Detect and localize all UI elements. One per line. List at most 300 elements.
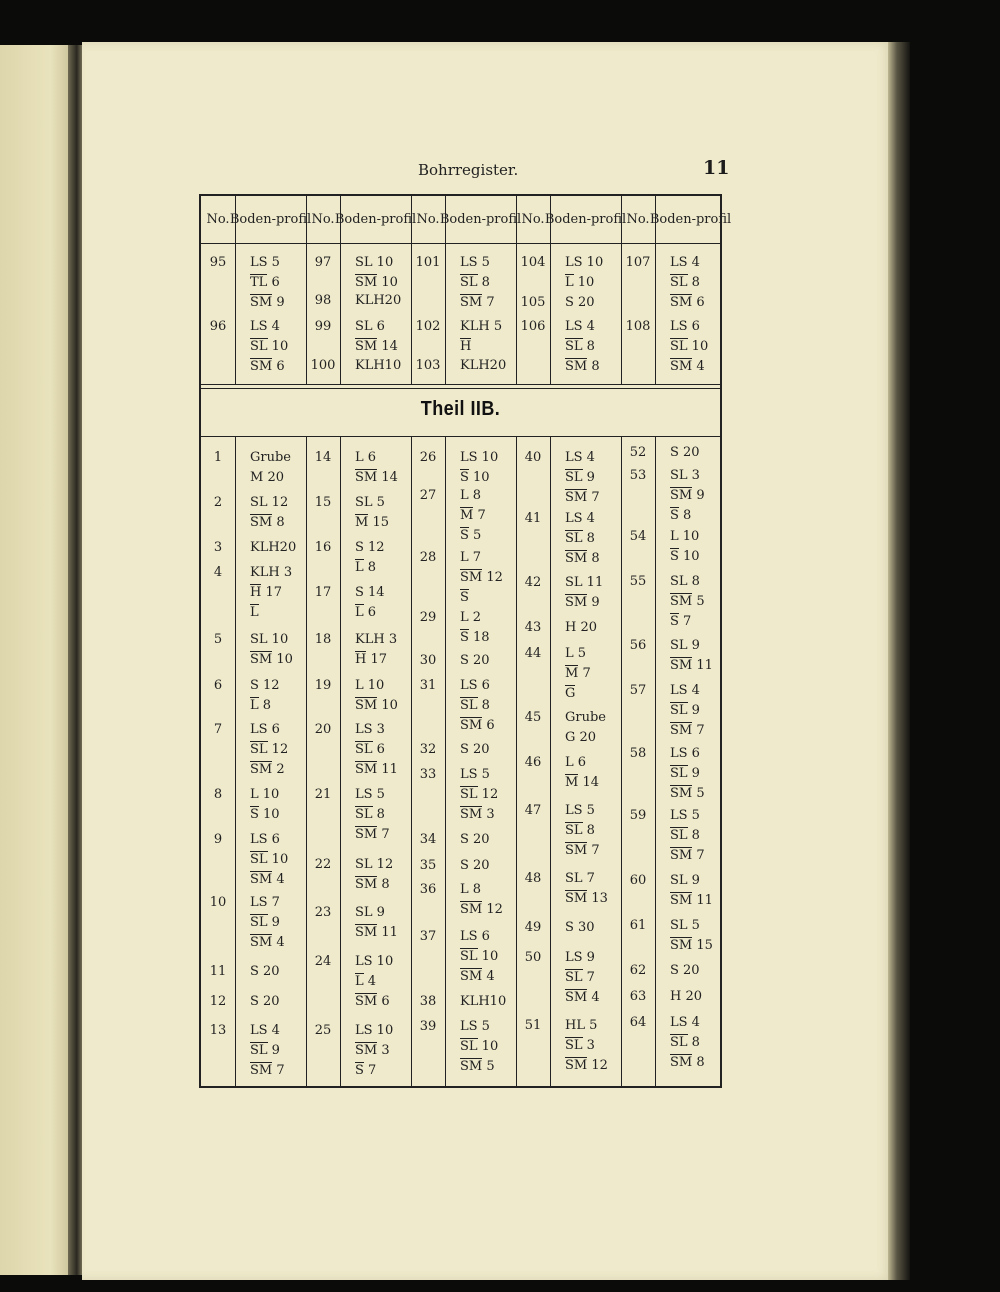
soil-layer: SL 8 [565, 339, 595, 354]
soil-profile [460, 765, 498, 825]
soil-layer: LS 5 [565, 803, 595, 818]
soil-layer: SM 8 [355, 877, 390, 892]
borehole-number: 25 [314, 1023, 332, 1038]
left-page-edge [0, 45, 72, 1275]
soil-layer: S 8 [670, 508, 692, 523]
page-number: 11 [703, 157, 730, 179]
soil-profile [565, 509, 600, 569]
soil-layer: SL 3 [565, 1038, 595, 1053]
column-divider [550, 196, 551, 384]
soil-layer: LS 5 [670, 808, 700, 823]
soil-layer: SL 12 [250, 495, 289, 510]
soil-layer: L 8 [250, 698, 272, 713]
soil-profile [670, 572, 705, 632]
soil-profile [670, 1013, 705, 1073]
soil-layer: LS 4 [670, 683, 700, 698]
soil-layer: LS 6 [460, 678, 490, 693]
borehole-number: 40 [524, 450, 542, 465]
soil-layer: SL 5 [355, 495, 385, 510]
soil-profile [565, 801, 600, 861]
soil-profile [355, 952, 393, 1012]
soil-profile [355, 1021, 393, 1081]
column-divider [655, 196, 656, 384]
header-bodenprofil: Boden- profil [439, 212, 522, 227]
soil-layer: L 7 [460, 550, 482, 565]
soil-profile [355, 317, 398, 357]
borehole-number: 30 [419, 653, 437, 668]
soil-profile [355, 538, 385, 578]
soil-layer: TL 6 [250, 275, 280, 290]
soil-layer: SM 3 [355, 1043, 390, 1058]
soil-profile [565, 573, 603, 613]
soil-layer: SL 6 [355, 742, 385, 757]
soil-profile [460, 356, 506, 376]
soil-layer: Grube [250, 450, 291, 465]
soil-layer: SM 14 [355, 470, 398, 485]
soil-profile [250, 317, 288, 377]
soil-layer: SL 8 [355, 807, 385, 822]
borehole-number: 99 [314, 319, 332, 334]
borehole-number: 31 [419, 678, 437, 693]
soil-layer: SM 5 [670, 786, 705, 801]
borehole-number: 58 [629, 746, 647, 761]
soil-profile [250, 830, 288, 890]
soil-layer: SL 5 [670, 918, 700, 933]
borehole-number: 60 [629, 873, 647, 888]
soil-profile [250, 448, 291, 488]
soil-layer: KLH20 [250, 540, 297, 555]
borehole-number: 63 [629, 989, 647, 1004]
borehole-number: 47 [524, 803, 542, 818]
soil-layer: LS 4 [670, 255, 700, 270]
borehole-number: 53 [629, 468, 647, 483]
soil-layer: SM 6 [250, 359, 285, 374]
borehole-number: 19 [314, 678, 332, 693]
borehole-number: 20 [314, 722, 332, 737]
soil-layer: SM 7 [670, 723, 705, 738]
soil-layer: SL 12 [355, 857, 394, 872]
soil-profile [565, 708, 606, 748]
soil-profile [565, 644, 591, 704]
borehole-number: 5 [213, 632, 223, 647]
soil-profile [355, 291, 401, 311]
soil-layer: Grube [565, 710, 606, 725]
soil-profile [460, 992, 506, 1012]
borehole-number: 8 [213, 787, 223, 802]
soil-layer: SM 5 [460, 1059, 495, 1074]
soil-profile [565, 317, 600, 377]
soil-layer: LS 5 [460, 255, 490, 270]
soil-layer: KLH 5 [460, 319, 503, 334]
borehole-number: 41 [524, 511, 542, 526]
soil-layer: S 20 [460, 858, 490, 873]
soil-layer: SM 11 [670, 658, 713, 673]
column-divider [411, 196, 412, 384]
soil-layer: KLH20 [460, 358, 507, 373]
section-title: Theil IIB. [420, 398, 501, 420]
soil-layer: SM 10 [355, 275, 398, 290]
soil-profile [250, 893, 285, 953]
soil-layer: LS 6 [250, 832, 280, 847]
running-title: Bohrregister. [418, 161, 519, 179]
soil-profile [565, 1016, 608, 1076]
borehole-number: 59 [629, 808, 647, 823]
soil-layer: H 17 [250, 585, 283, 600]
header-no: No. [311, 212, 335, 227]
soil-layer: SL 10 [670, 339, 709, 354]
soil-layer: SL 9 [670, 703, 700, 718]
column-divider [340, 436, 341, 1086]
soil-profile [565, 948, 600, 1008]
borehole-number: 14 [314, 450, 332, 465]
soil-layer: SL 11 [565, 575, 604, 590]
soil-layer: SM 2 [250, 762, 285, 777]
soil-layer: S 12 [250, 678, 280, 693]
soil-layer: G 20 [565, 730, 597, 745]
column-divider [621, 196, 622, 384]
soil-layer: LS 5 [460, 767, 490, 782]
soil-layer: M 7 [565, 666, 591, 681]
soil-layer: SL 7 [565, 871, 595, 886]
soil-profile [670, 443, 700, 463]
soil-layer: SL 12 [250, 742, 289, 757]
borehole-number: 24 [314, 954, 332, 969]
soil-layer: S 20 [460, 653, 490, 668]
soil-profile [565, 753, 599, 793]
column-divider [235, 196, 236, 384]
soil-layer: M 20 [250, 470, 284, 485]
soil-profile [250, 1021, 285, 1081]
soil-layer: SM 4 [460, 969, 495, 984]
soil-layer: M 14 [565, 775, 599, 790]
soil-profile [460, 927, 498, 987]
soil-layer: H 20 [565, 620, 598, 635]
header-bodenprofil: Boden- profil [649, 212, 732, 227]
soil-layer: SM 12 [460, 902, 503, 917]
column-divider [621, 436, 622, 1086]
divider-top-section [201, 384, 720, 385]
soil-layer: L 10 [355, 678, 385, 693]
soil-layer: L 5 [565, 646, 587, 661]
borehole-number: 103 [415, 358, 441, 373]
soil-profile [565, 293, 595, 313]
borehole-number: 11 [209, 964, 227, 979]
divider-section-title [201, 436, 720, 437]
borehole-number: 23 [314, 905, 332, 920]
soil-profile [460, 548, 503, 608]
soil-layer: S 20 [565, 295, 595, 310]
soil-layer: LS 10 [355, 954, 394, 969]
soil-profile [250, 630, 293, 670]
soil-profile [670, 744, 705, 804]
borehole-number: 50 [524, 950, 542, 965]
soil-profile [355, 253, 398, 293]
soil-layer: L 8 [460, 488, 482, 503]
soil-layer: SM 8 [250, 515, 285, 530]
soil-layer: SM 8 [565, 551, 600, 566]
header-bodenprofil: Boden- profil [229, 212, 312, 227]
borehole-number: 3 [213, 540, 223, 555]
soil-profile [250, 962, 280, 982]
borehole-number: 64 [629, 1015, 647, 1030]
page-header [0, 157, 1000, 187]
column-divider [411, 436, 412, 1086]
soil-layer: KLH 3 [250, 565, 293, 580]
soil-layer: SM 7 [355, 827, 390, 842]
soil-layer: L 2 [460, 610, 482, 625]
soil-layer: LS 9 [565, 950, 595, 965]
soil-layer: SM 13 [565, 891, 608, 906]
soil-profile [565, 253, 603, 293]
header-bodenprofil: Boden- profil [334, 212, 417, 227]
soil-profile [250, 538, 296, 558]
soil-layer: S 18 [460, 630, 490, 645]
soil-profile [460, 608, 490, 648]
borehole-number: 48 [524, 871, 542, 886]
soil-layer: SM 9 [670, 488, 705, 503]
soil-layer: SL 8 [670, 574, 700, 589]
soil-layer: SL 10 [250, 852, 289, 867]
column-divider [306, 196, 307, 384]
soil-layer: SM 12 [565, 1058, 608, 1073]
borehole-number: 102 [415, 319, 441, 334]
soil-layer: LS 7 [250, 895, 280, 910]
soil-layer: SL 10 [355, 255, 394, 270]
soil-layer: LS 10 [355, 1023, 394, 1038]
borehole-number: 1 [213, 450, 223, 465]
soil-layer: SM 12 [460, 570, 503, 585]
soil-layer: SL 12 [460, 787, 499, 802]
soil-profile [670, 466, 705, 526]
soil-layer: L 10 [565, 275, 595, 290]
soil-profile [250, 992, 280, 1012]
borehole-number: 43 [524, 620, 542, 635]
soil-layer: SL 9 [355, 905, 385, 920]
soil-layer: LS 6 [670, 319, 700, 334]
soil-profile [355, 676, 398, 716]
soil-profile [355, 630, 397, 670]
borehole-number: 28 [419, 550, 437, 565]
soil-layer: LS 5 [355, 787, 385, 802]
borehole-number: 62 [629, 963, 647, 978]
soil-layer: L 8 [460, 882, 482, 897]
soil-layer: SM 14 [355, 339, 398, 354]
borehole-number: 97 [314, 255, 332, 270]
borehole-number: 96 [209, 319, 227, 334]
soil-profile [460, 317, 502, 357]
borehole-number: 95 [209, 255, 227, 270]
soil-layer: SL 10 [460, 1039, 499, 1054]
soil-layer: SL 7 [565, 970, 595, 985]
soil-layer: S 20 [670, 445, 700, 460]
soil-layer: G [565, 686, 576, 701]
column-divider [235, 436, 236, 1086]
soil-profile [355, 493, 389, 533]
borehole-number: 22 [314, 857, 332, 872]
soil-layer: LS 4 [565, 450, 595, 465]
soil-layer: S 30 [565, 920, 595, 935]
soil-layer: L 10 [670, 529, 700, 544]
soil-layer: SM 11 [670, 893, 713, 908]
soil-layer: HL 5 [565, 1018, 598, 1033]
soil-profile [355, 583, 385, 623]
soil-layer: L 6 [565, 755, 587, 770]
soil-layer: SL 10 [250, 339, 289, 354]
soil-layer: S 14 [355, 585, 385, 600]
soil-layer: LS 3 [355, 722, 385, 737]
soil-layer: SL 9 [670, 766, 700, 781]
soil-layer: LS 5 [250, 255, 280, 270]
soil-layer: SM 10 [250, 652, 293, 667]
soil-profile [250, 253, 285, 313]
soil-layer: LS 10 [460, 450, 499, 465]
soil-profile [670, 317, 708, 377]
soil-layer: S 10 [670, 549, 700, 564]
soil-layer: SL 6 [355, 319, 385, 334]
borehole-number: 36 [419, 882, 437, 897]
borehole-number: 7 [213, 722, 223, 737]
soil-layer: SM 6 [355, 994, 390, 1009]
soil-layer: SM 11 [355, 762, 398, 777]
header-no: No. [626, 212, 650, 227]
borehole-number: 105 [520, 295, 546, 310]
soil-layer: S 20 [460, 742, 490, 757]
borehole-number: 55 [629, 574, 647, 589]
page-edge-right [888, 42, 910, 1280]
borehole-number: 38 [419, 994, 437, 1009]
soil-profile [460, 676, 495, 736]
soil-layer: SM 4 [250, 935, 285, 950]
soil-layer: S 7 [355, 1063, 377, 1078]
header-no: No. [206, 212, 230, 227]
borehole-number: 13 [209, 1023, 227, 1038]
soil-layer: S [460, 590, 469, 605]
borehole-number: 32 [419, 742, 437, 757]
soil-layer: S 12 [355, 540, 385, 555]
soil-profile [460, 830, 490, 850]
borehole-number: 44 [524, 646, 542, 661]
soil-profile [565, 918, 595, 938]
soil-layer: SL 10 [460, 949, 499, 964]
soil-profile [670, 681, 705, 741]
soil-profile [355, 720, 398, 780]
soil-layer: L 10 [250, 787, 280, 802]
borehole-number: 17 [314, 585, 332, 600]
borehole-number: 106 [520, 319, 546, 334]
soil-profile [670, 527, 700, 567]
soil-layer: LS 4 [670, 1015, 700, 1030]
soil-profile [565, 448, 600, 508]
borehole-number: 34 [419, 832, 437, 847]
soil-layer: SM 7 [565, 490, 600, 505]
soil-layer: SL 8 [460, 698, 490, 713]
soil-layer: SL 8 [565, 823, 595, 838]
soil-profile [250, 493, 288, 533]
soil-layer: S 20 [250, 964, 280, 979]
borehole-number: 52 [629, 445, 647, 460]
soil-profile [670, 253, 705, 313]
borehole-number: 33 [419, 767, 437, 782]
soil-layer: L 8 [355, 560, 377, 575]
borehole-number: 61 [629, 918, 647, 933]
soil-profile [460, 880, 503, 920]
soil-layer: SM 9 [565, 595, 600, 610]
header-bodenprofil: Boden- profil [544, 212, 627, 227]
borehole-number: 27 [419, 488, 437, 503]
soil-layer: S 5 [460, 528, 482, 543]
borehole-number: 6 [213, 678, 223, 693]
borehole-number: 39 [419, 1019, 437, 1034]
soil-layer: SM 4 [565, 990, 600, 1005]
soil-layer: SM 9 [250, 295, 285, 310]
soil-layer: KLH20 [355, 293, 402, 308]
soil-layer: L 6 [355, 605, 377, 620]
soil-layer: SL 8 [670, 275, 700, 290]
soil-layer: SM 7 [460, 295, 495, 310]
soil-layer: LS 6 [460, 929, 490, 944]
soil-layer: L [250, 605, 259, 620]
borehole-number: 2 [213, 495, 223, 510]
borehole-number: 12 [209, 994, 227, 1009]
soil-profile [460, 253, 495, 313]
soil-layer: SM 8 [670, 1055, 705, 1070]
column-divider [445, 436, 446, 1086]
soil-layer: S 20 [460, 832, 490, 847]
borehole-number: 42 [524, 575, 542, 590]
borehole-number: 49 [524, 920, 542, 935]
soil-layer: KLH10 [460, 994, 507, 1009]
borehole-number: 98 [314, 293, 332, 308]
soil-layer: LS 4 [250, 1023, 280, 1038]
column-divider [306, 436, 307, 1086]
soil-layer: LS 5 [460, 1019, 490, 1034]
header-no: No. [521, 212, 545, 227]
soil-profile [460, 486, 486, 546]
borehole-number: 10 [209, 895, 227, 910]
soil-layer: LS 4 [565, 319, 595, 334]
soil-layer: SM 6 [670, 295, 705, 310]
soil-profile [250, 676, 280, 716]
soil-layer: SM 4 [670, 359, 705, 374]
soil-layer: KLH 3 [355, 632, 398, 647]
column-divider [445, 196, 446, 384]
borehole-number: 35 [419, 858, 437, 873]
soil-layer: S 10 [250, 807, 280, 822]
soil-layer: L 4 [355, 974, 377, 989]
borehole-number: 108 [625, 319, 651, 334]
soil-profile [355, 785, 390, 845]
soil-layer: SM 7 [565, 843, 600, 858]
soil-layer: SM 11 [355, 925, 398, 940]
soil-layer: SM 10 [355, 698, 398, 713]
soil-layer: SM 6 [460, 718, 495, 733]
soil-layer: SL 9 [670, 638, 700, 653]
column-divider [516, 436, 517, 1086]
soil-profile [460, 1017, 498, 1077]
borehole-number: 100 [310, 358, 336, 373]
soil-profile [670, 916, 713, 956]
soil-profile [565, 869, 608, 909]
soil-profile [250, 563, 292, 623]
soil-profile [565, 618, 597, 638]
soil-layer: SL 3 [670, 468, 700, 483]
soil-profile [670, 871, 713, 911]
soil-layer: S 20 [670, 963, 700, 978]
borehole-number: 46 [524, 755, 542, 770]
borehole-number: 15 [314, 495, 332, 510]
soil-layer: L 6 [355, 450, 377, 465]
soil-profile [670, 961, 700, 981]
